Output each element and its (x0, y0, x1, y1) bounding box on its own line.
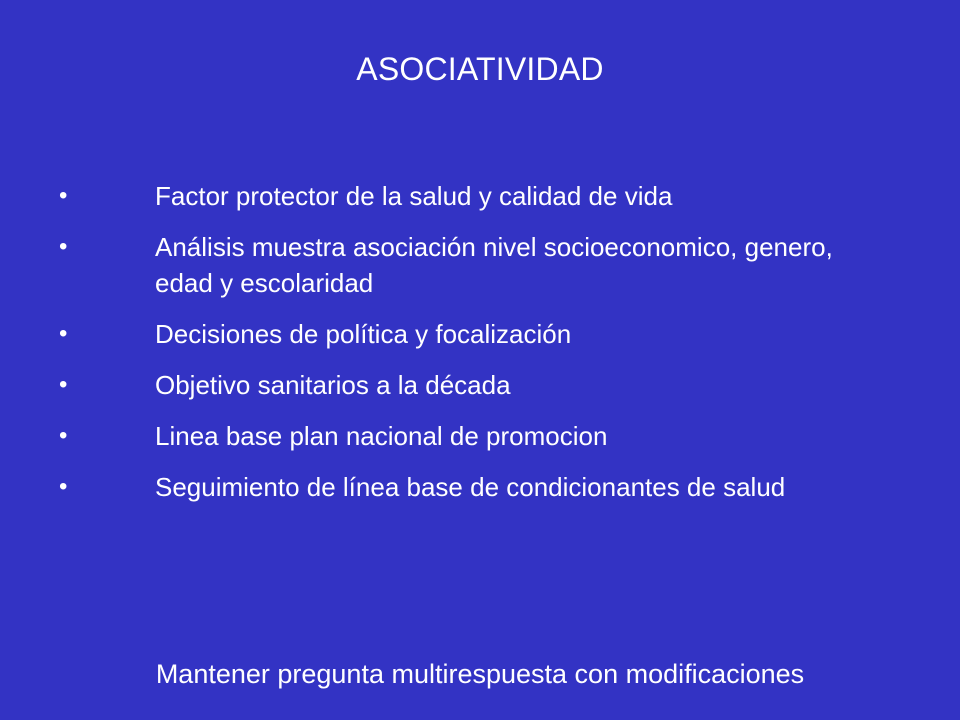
bullet-item (0, 469, 960, 505)
bullet-item (0, 229, 960, 301)
bullet-item (0, 418, 960, 454)
bullet-marker: • (59, 182, 68, 209)
bullet-item (0, 367, 960, 403)
bullet-list (0, 178, 960, 520)
bullet-marker: • (59, 371, 68, 398)
bullet-text: Análisis muestra asociación nivel socioeconomico, genero, edad y escolaridad (155, 232, 833, 298)
bullet-text: Factor protector de la salud y calidad de vida (155, 181, 673, 211)
bullet-text: Objetivo sanitarios a la década (155, 370, 511, 400)
bullet-text: Linea base plan nacional de promocion (155, 421, 608, 451)
bullet-item (0, 178, 960, 214)
bullet-text: Decisiones de política y focalización (155, 319, 572, 349)
bullet-item (0, 316, 960, 352)
slide-footer: Mantener pregunta multirespuesta con modificaciones (155, 659, 805, 689)
bullet-marker: • (59, 233, 68, 260)
bullet-marker: • (59, 473, 68, 500)
bullet-marker: • (59, 422, 68, 449)
bullet-marker: • (59, 320, 68, 347)
bullet-text: Seguimiento de línea base de condicionantes de salud (155, 472, 786, 502)
slide-title: ASOCIATIVIDAD (356, 51, 604, 87)
